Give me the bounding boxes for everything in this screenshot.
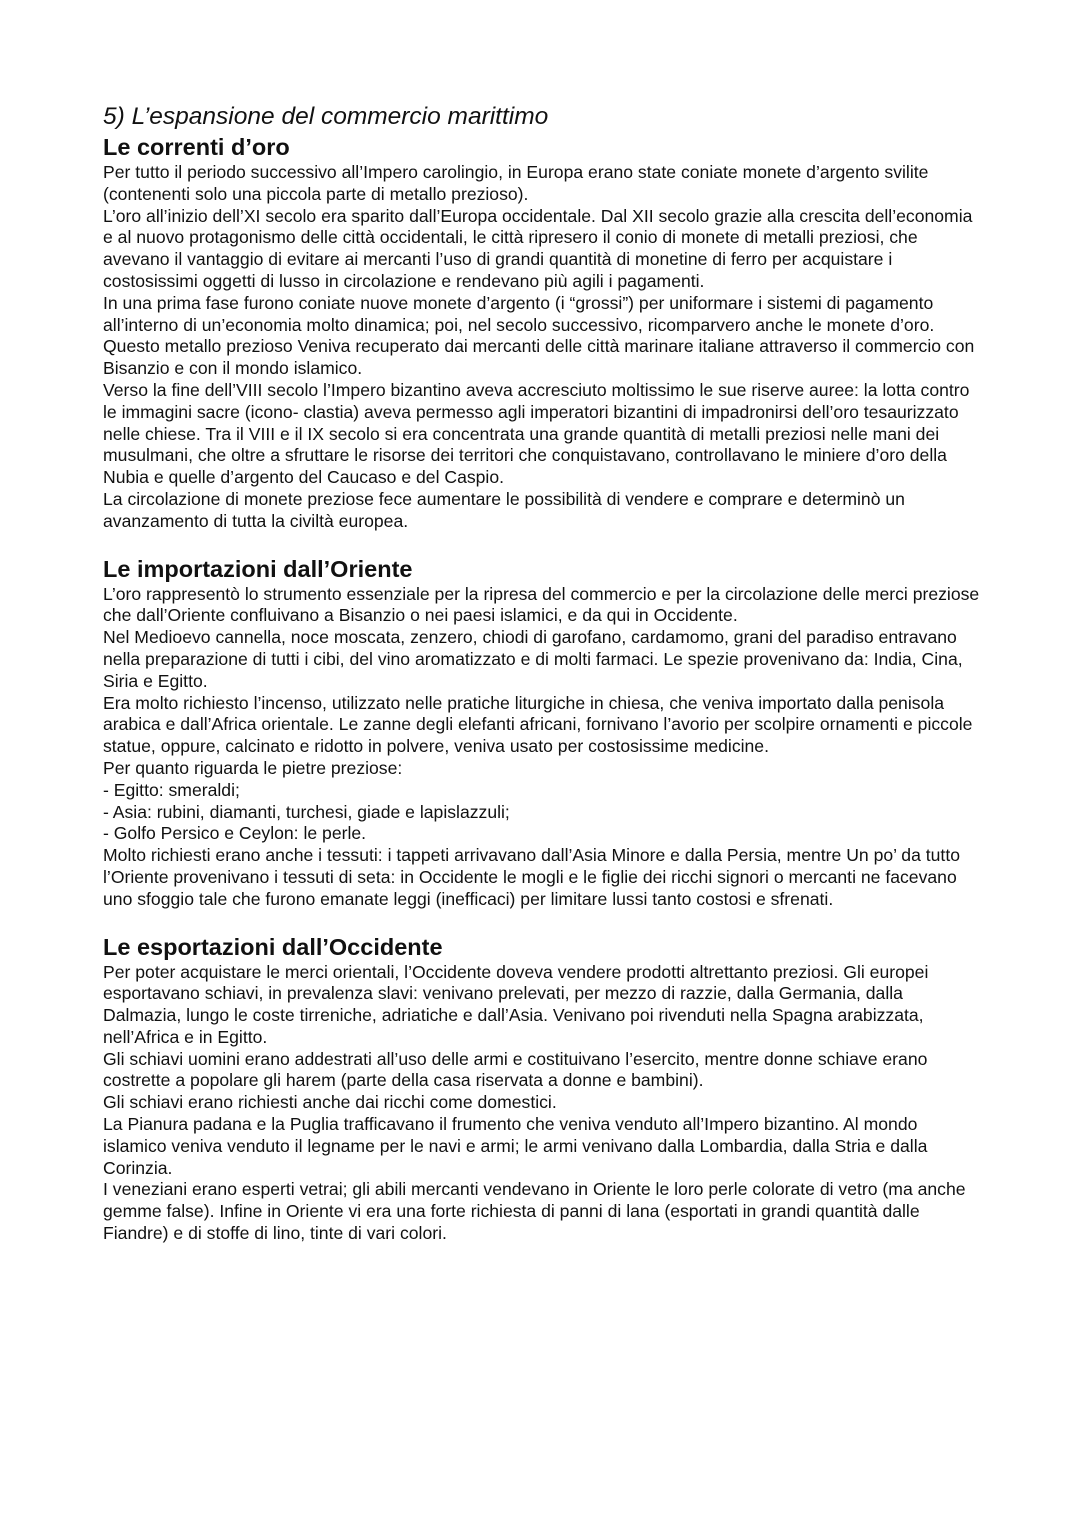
paragraph: Gli schiavi erano richiesti anche dai ricchi come domestici. bbox=[103, 1092, 557, 1113]
paragraph: Nel Medioevo cannella, noce moscata, zenzero, chiodi di garofano, cardamomo, grani del paradiso entravano nella preparazione di tutti i cibi, del vino aromatizzato e di molti farmaci. Le spezie provenivano da: India, Cina, Siria e Egitto. bbox=[103, 627, 963, 691]
paragraph: I veneziani erano esperti vetrai; gli abili mercanti vendevano in Oriente le loro perle colorate di vetro (ma anche gemme false). Infine in Oriente vi era una forte richiesta di panni di lana (esportati in grandi quantità dalle Fiandre) e di stoffe di lino, tinte di vari colori. bbox=[103, 1179, 966, 1244]
section-body-correnti-oro bbox=[103, 162, 984, 533]
paragraph: La Pianura padana e la Puglia trafficavano il frumento che veniva venduto all’Impero bizantino. Al mondo islamico veniva venduto il legname per le navi e armi; le armi venivano dalla Lombardia, dalla Stria e dalla Corinzia. bbox=[103, 1114, 928, 1178]
chapter-title: 5) L’espansione del commercio marittimo bbox=[103, 103, 549, 130]
section-body-importazioni bbox=[103, 584, 984, 911]
paragraph: L’oro rappresentò lo strumento essenziale per la ripresa del commercio e per la circolazione delle merci preziose che dall’Oriente confluivano a Bisanzio o nei paesi islamici, e da qui in Occidente. bbox=[103, 583, 980, 626]
paragraph: Per quanto riguarda le pietre preziose: bbox=[103, 757, 403, 778]
paragraph: L’oro all’inizio dell’XI secolo era sparito dall’Europa occidentale. Dal XII secolo grazie alla crescita dell’economia e al nuovo protagonismo delle città occidentali, le città ripresero il conio di monete di metalli preziosi, che avevano il vantaggio di evitare ai mercanti l’uso di grandi quantità di monetine di ferro per acquistare i costosissimi oggetti di lusso in circolazione e rendevano più agili i pagamenti. bbox=[103, 205, 973, 291]
paragraph: Verso la fine dell’VIII secolo l’Impero bizantino aveva accresciuto moltissimo le sue riserve auree: la lotta contro le immagini sacre (icono- clastia) aveva permesso agli imperatori bizantini di impadronirsi dell’oro tesaurizzato nelle chiese. Tra il VIII e il IX secolo si era concentrata una grande quantità di metalli preziosi nelle mani dei musulmani, che oltre a sfruttare le risorse dei territori che conquistavano, controllavano le miniere d’oro della Nubia e quelle d’argento del Caucaso e del Caspio. bbox=[103, 379, 970, 488]
paragraph: In una prima fase furono coniate nuove monete d’argento (i “grossi”) per uniformare i sistemi di pagamento all’interno di un’economia molto dinamica; poi, nel secolo successivo, ricomparvero anche le monete d’oro. bbox=[103, 292, 935, 335]
list-item: - Golfo Persico e Ceylon: le perle. bbox=[103, 823, 367, 844]
list-item: - Egitto: smeraldi; bbox=[103, 779, 240, 800]
paragraph: Per tutto il periodo successivo all’Impero carolingio, in Europa erano state coniate monete d’argento svilite (contenenti solo una piccola parte di metallo prezioso). bbox=[103, 162, 929, 204]
paragraph: Gli schiavi uomini erano addestrati all’uso delle armi e costituivano l’esercito, mentre donne schiave erano costrette a popolare gli harem (parte della casa riservata a donne e bambini). bbox=[103, 1048, 928, 1091]
section-body-esportazioni bbox=[103, 962, 984, 1245]
paragraph: La circolazione di monete preziose fece aumentare le possibilità di vendere e comprare e determinò un avanzamento di tutta la civiltà europea. bbox=[103, 488, 905, 531]
paragraph: Molto richiesti erano anche i tessuti: i tappeti arrivavano dall’Asia Minore e dalla Persia, mentre Un po’ da tutto l’Oriente provenivano i tessuti di seta: in Occidente le mogli e le figlie dei ricchi signori o mercanti ne facevano uno sfoggio tale che furono emanate leggi (inefficaci) per limitare lussi tanto costosi e sfrenati. bbox=[103, 845, 960, 909]
section-title-esportazioni: Le esportazioni dall’Occidente bbox=[103, 933, 443, 960]
paragraph: Era molto richiesto l’incenso, utilizzato nelle pratiche liturgiche in chiesa, che veniva importato dalla penisola arabica e dall’Africa orientale. Le zanne degli elefanti africani, fornivano l’avorio per scolpire ornamenti e piccole statue, oppure, calcinato e ridotto in polvere, veniva usato per costosissime medicine. bbox=[103, 692, 973, 757]
paragraph: Per poter acquistare le merci orientali, l’Occidente doveva vendere prodotti altrettanto preziosi. Gli europei esportavano schiavi, in prevalenza slavi: venivano prelevati, per mezzo di razzie, dalla Germania, dalla Dalmazia, lungo le coste tirreniche, adriatiche e dall’Asia. Venivano poi rivenduti nella Spagna arabizzata, nell’Africa e in Egitto. bbox=[103, 961, 929, 1047]
paragraph: Questo metallo prezioso Veniva recuperato dai mercanti delle città marinare italiane attraverso il commercio con Bisanzio e con il mondo islamico. bbox=[103, 336, 975, 379]
section-title-importazioni: Le importazioni dall’Oriente bbox=[103, 555, 413, 582]
list-item: - Asia: rubini, diamanti, turchesi, giade e lapislazzuli; bbox=[103, 801, 510, 822]
section-title-correnti-oro: Le correnti d’oro bbox=[103, 134, 290, 160]
